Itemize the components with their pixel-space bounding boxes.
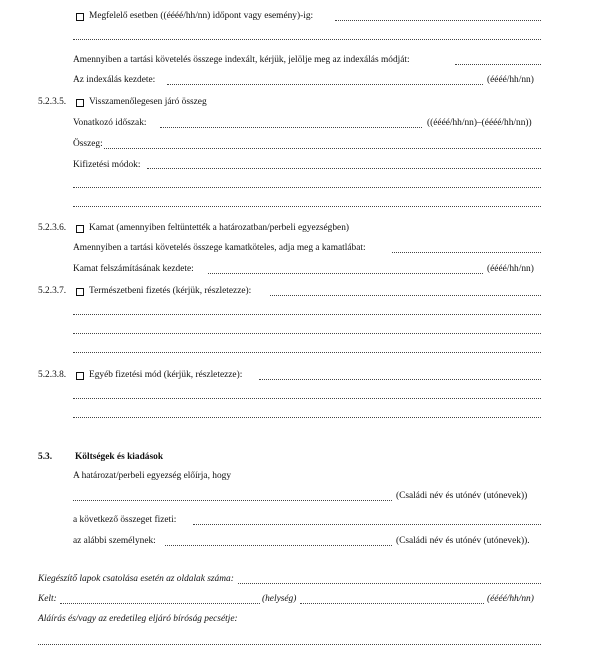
signature-field[interactable] (38, 644, 541, 645)
other-payment-line-2[interactable] (73, 398, 541, 399)
attachments-field[interactable] (238, 583, 541, 584)
period-format: ((éééé/hh/nn)–(éééé/hh/nn)) (427, 118, 532, 128)
period-field[interactable] (160, 127, 422, 128)
costs-intro: A határozat/perbeli egyezség előírja, hogy (73, 471, 232, 481)
indexation-start-label: Az indexálás kezdete: (73, 75, 156, 85)
retroactive-checkbox[interactable] (76, 99, 84, 107)
other-payment-checkbox[interactable] (76, 372, 84, 380)
indexation-start-field[interactable] (167, 84, 483, 85)
place-field[interactable] (60, 603, 260, 604)
recipient-name-hint: (Családi név és utónév (utónevek)). (396, 536, 530, 546)
until-date-field[interactable] (335, 20, 541, 21)
interest-rate-label: Amennyiben a tartási követelés összege kamatköteles, adja meg a kamatlábat: (73, 243, 366, 253)
in-kind-line-3[interactable] (73, 333, 541, 334)
costs-amount-label: a következő összeget fizeti: (73, 515, 177, 525)
date-field[interactable] (300, 603, 484, 604)
until-date-line-2[interactable] (73, 39, 541, 40)
amount-label: Összeg: (73, 139, 103, 149)
amount-field[interactable] (104, 148, 541, 149)
other-payment-field[interactable] (259, 379, 541, 380)
recipient-field[interactable] (165, 545, 392, 546)
payment-methods-label: Kifizetési módok: (73, 160, 141, 170)
section-5236-number: 5.2.3.6. (38, 223, 67, 233)
payment-methods-line-2[interactable] (73, 187, 541, 188)
other-payment-line-3[interactable] (73, 417, 541, 418)
indexation-method-field[interactable] (455, 64, 541, 65)
interest-rate-field[interactable] (392, 252, 541, 253)
footer-date-format: (éééé/hh/nn) (487, 594, 534, 604)
payment-methods-field[interactable] (147, 168, 541, 169)
in-kind-line-4[interactable] (73, 352, 541, 353)
in-kind-line-2[interactable] (73, 314, 541, 315)
section-53-title: Költségek és kiadások (75, 452, 164, 462)
section-5237-number: 5.2.3.7. (38, 286, 67, 296)
period-label: Vonatkozó időszak: (73, 118, 147, 128)
indexation-date-format: (éééé/hh/nn) (487, 75, 534, 85)
in-kind-label: Természetbeni fizetés (kérjük, részletezze): (89, 286, 252, 296)
interest-start-field[interactable] (208, 273, 483, 274)
until-date-checkbox[interactable] (76, 13, 84, 21)
other-payment-label: Egyéb fizetési mód (kérjük, részletezze): (89, 370, 243, 380)
payer-name-field[interactable] (73, 500, 392, 501)
signature-label: Aláírás és/vagy az eredetileg eljáró bíróság pecsétje: (38, 614, 238, 624)
section-5238-number: 5.2.3.8. (38, 370, 67, 380)
in-kind-checkbox[interactable] (76, 288, 84, 296)
payer-name-hint: (Családi név és utónév (utónevek)) (396, 491, 528, 501)
section-5235-number: 5.2.3.5. (38, 97, 67, 107)
place-hint: (helység) (262, 594, 297, 604)
recipient-label: az alábbi személynek: (73, 536, 156, 546)
until-date-label: Megfelelő esetben ((éééé/hh/nn) időpont vagy esemény)-ig: (89, 11, 314, 21)
retroactive-label: Visszamenőlegesen járó összeg (89, 97, 207, 107)
date-place-label: Kelt: (38, 594, 57, 604)
payment-methods-line-3[interactable] (73, 206, 541, 207)
attachments-label: Kiegészítő lapok csatolása esetén az oldalak száma: (38, 574, 234, 584)
in-kind-field[interactable] (270, 295, 541, 296)
costs-amount-field[interactable] (193, 524, 541, 525)
interest-date-format: (éééé/hh/nn) (487, 264, 534, 274)
interest-start-label: Kamat felszámításának kezdete: (73, 264, 194, 274)
interest-checkbox[interactable] (76, 225, 84, 233)
indexation-method-label: Amennyiben a tartási követelés összege indexált, kérjük, jelölje meg az indexálás módját: (73, 55, 410, 65)
interest-label: Kamat (amennyiben feltüntették a határozatban/perbeli egyezségben) (89, 223, 350, 233)
section-53-number: 5.3. (38, 452, 53, 462)
